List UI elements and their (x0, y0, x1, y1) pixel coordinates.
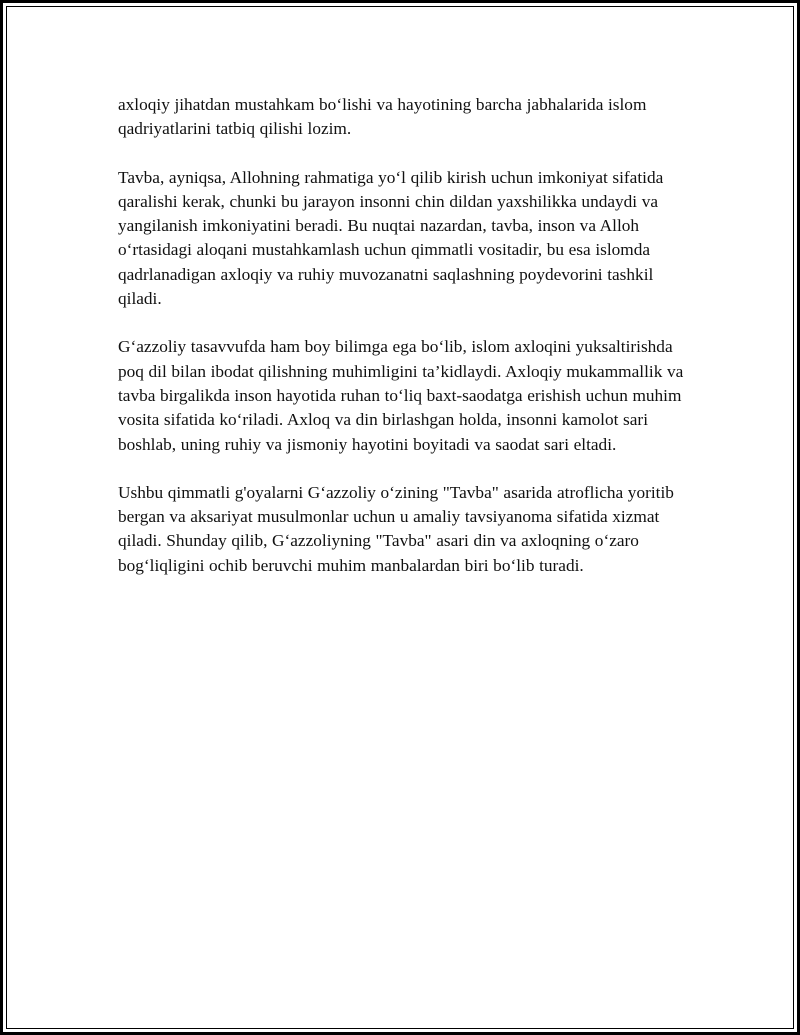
paragraph-4: Ushbu qimmatli g'oyalarni G‘azzoliy o‘zining "Tavba" asarida atroflicha yoritib bergan va aksariyat musulmonlar uchun u amaliy tavsiyanoma sifatida xizmat qiladi. Shunday qilib, G‘azzoliyning "Tavba" asari din va axloqning o‘zaro bog‘liqligini ochib beruvchi muhim manbalardan biri bo‘lib turadi. (118, 482, 674, 575)
paragraph-3: G‘azzoliy tasavvufda ham boy bilimga ega bo‘lib, islom axloqini yuksaltirishda poq dil bilan ibodat qilishning muhimligini ta’kidlaydi. Axloqiy mukammallik va tavba birgalikda inson hayotida ruhan to‘liq baxt-saodatga erishish uchun muhim vosita sifatida ko‘riladi. Axloq va din birlashgan holda, insonni kamolot sari boshlab, uning ruhiy va jismoniy hayotini boyitadi va saodat sari eltadi. (118, 337, 684, 454)
document-body (118, 93, 684, 578)
paragraph-1: axloqiy jihatdan mustahkam bo‘lishi va hayotining barcha jabhalarida islom qadriyatlarini tatbiq qilishi lozim. (118, 95, 647, 139)
paragraph-2: Tavba, ayniqsa, Allohning rahmatiga yo‘l qilib kirish uchun imkoniyat sifatida qaralishi kerak, chunki bu jarayon insonni chin dildan yaxshilikka undaydi va yangilanish imkoniyatini beradi. Bu nuqtai nazardan, tavba, inson va Alloh o‘rtasidagi aloqani mustahkamlash uchun qimmatli vositadir, bu esa islomda qadrlanadigan axloqiy va ruhiy muvozanatni saqlashning poydevorini tashkil qiladi. (118, 167, 664, 309)
